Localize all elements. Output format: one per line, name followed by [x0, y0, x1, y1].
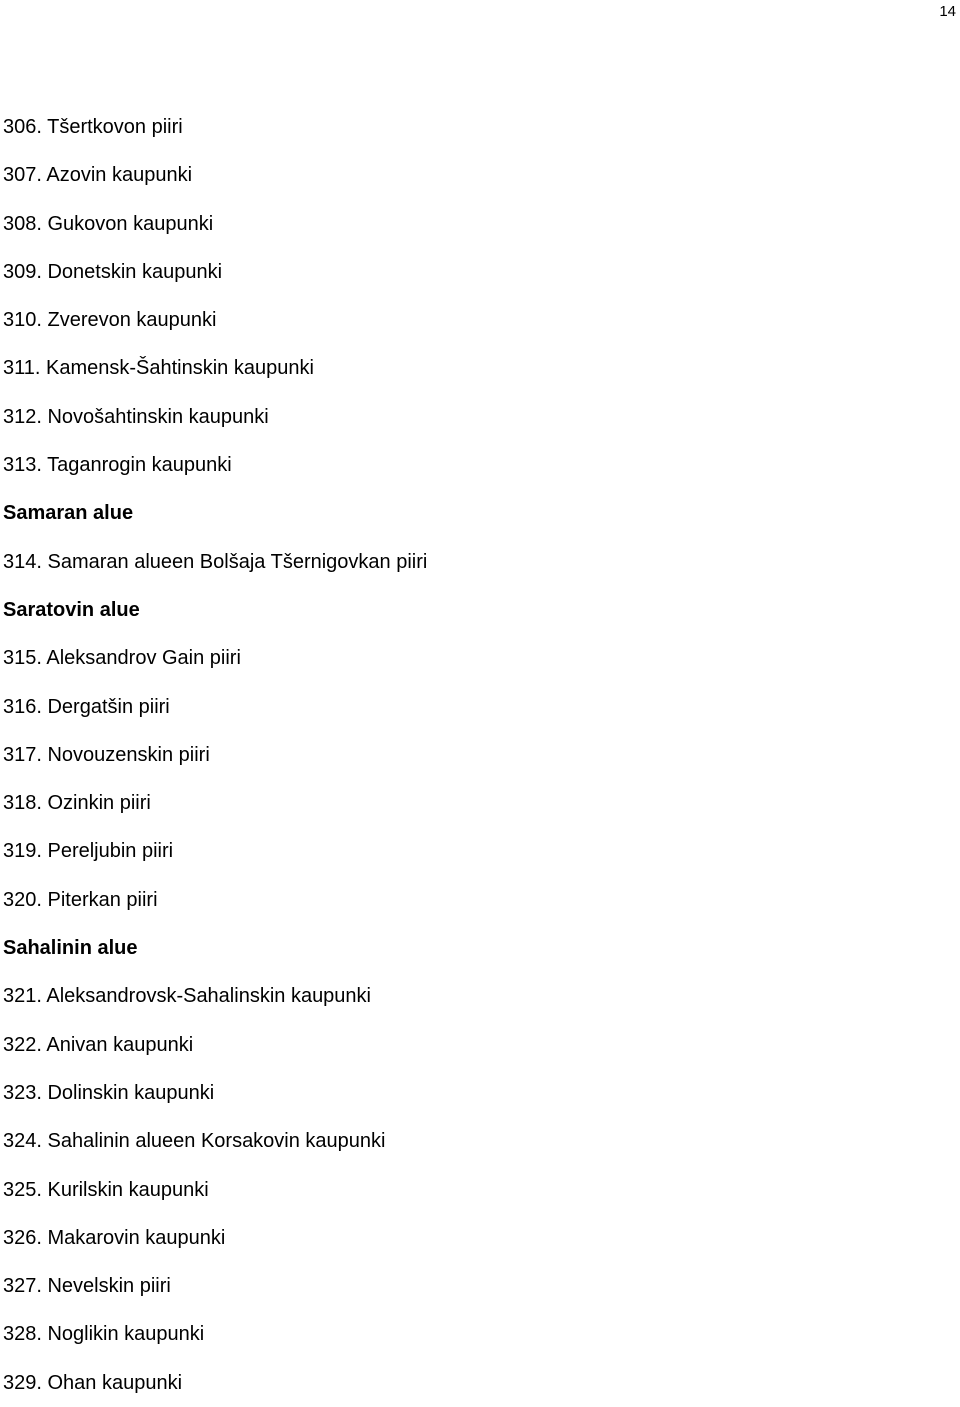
section-heading: Saratovin alue [3, 598, 140, 621]
list-item: 322. Anivan kaupunki [3, 1033, 194, 1056]
list-item: 313. Taganrogin kaupunki [3, 454, 232, 477]
document-list [3, 103, 427, 1407]
list-item: 314. Samaran alueen Bolšaja Tšernigovkan piiri [3, 550, 428, 573]
list-item: 327. Nevelskin piiri [3, 1275, 171, 1298]
list-item: 309. Donetskin kaupunki [3, 260, 223, 283]
list-item: 321. Aleksandrovsk-Sahalinskin kaupunki [3, 985, 371, 1008]
list-item: 316. Dergatšin piiri [3, 695, 170, 718]
list-item: 306. Tšertkovon piiri [3, 116, 183, 138]
list-item: 328. Noglikin kaupunki [3, 1323, 205, 1346]
page-number: 14 [939, 3, 956, 20]
list-item: 325. Kurilskin kaupunki [3, 1178, 209, 1201]
list-item: 324. Sahalinin alueen Korsakovin kaupunki [3, 1130, 386, 1153]
section-heading: Sahalinin alue [3, 937, 138, 960]
list-item: 311. Kamensk-Šahtinskin kaupunki [3, 357, 314, 380]
list-item: 329. Ohan kaupunki [3, 1371, 183, 1394]
list-item: 320. Piterkan piiri [3, 888, 158, 911]
list-item: 326. Makarovin kaupunki [3, 1226, 226, 1249]
list-item: 319. Pereljubin piiri [3, 840, 174, 863]
list-item: 317. Novouzenskin piiri [3, 743, 210, 766]
list-item: 312. Novošahtinskin kaupunki [3, 405, 269, 428]
list-item: 307. Azovin kaupunki [3, 164, 193, 187]
list-item: 323. Dolinskin kaupunki [3, 1081, 215, 1104]
list-item: 315. Aleksandrov Gain piiri [3, 647, 241, 670]
list-item: 318. Ozinkin piiri [3, 792, 151, 815]
list-item: 308. Gukovon kaupunki [3, 212, 214, 235]
section-heading: Samaran alue [3, 502, 134, 525]
list-item: 310. Zverevon kaupunki [3, 309, 217, 332]
